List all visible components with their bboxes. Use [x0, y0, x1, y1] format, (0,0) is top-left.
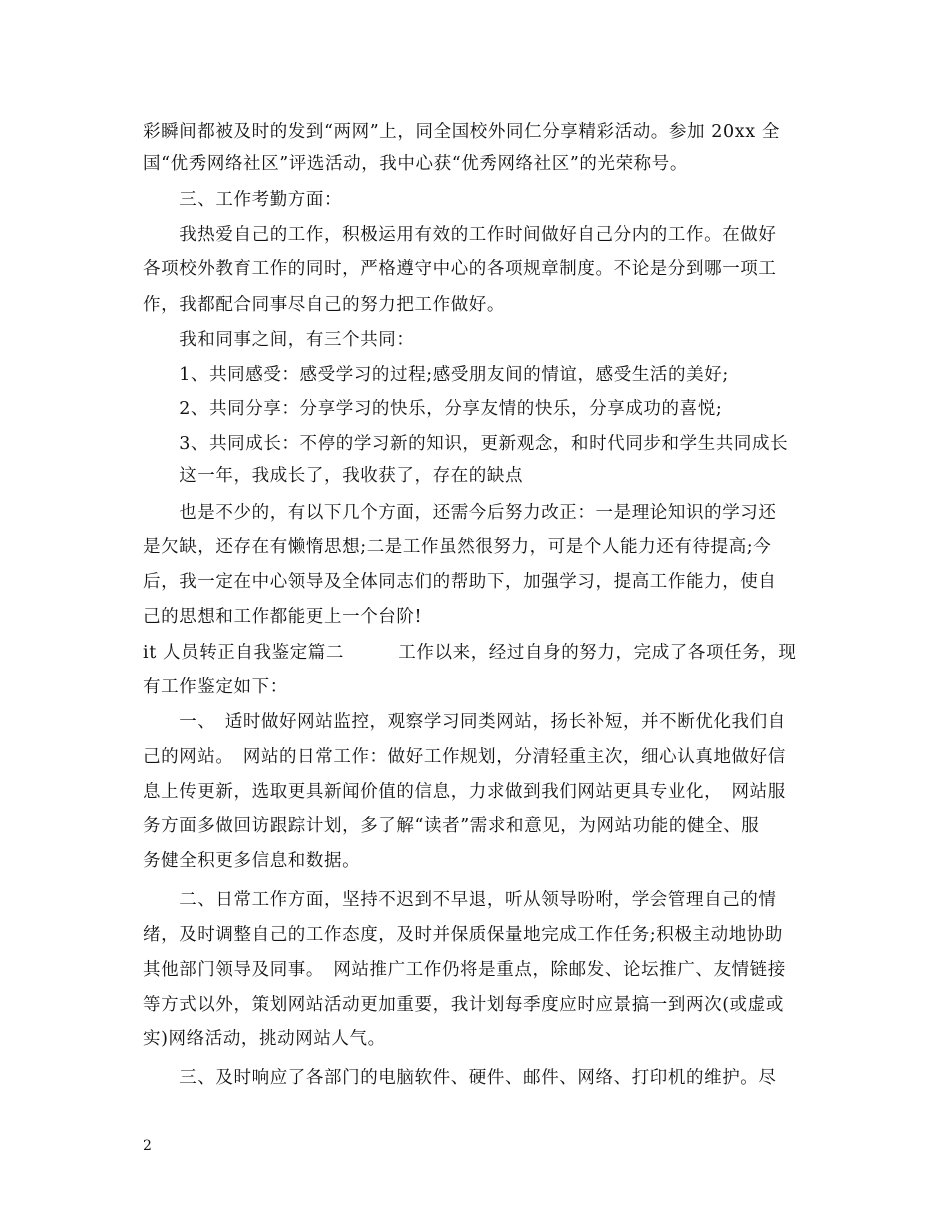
text-line: 各项校外教育工作的同时，严格遵守中心的各项规章制度。不论是分到哪一项工	[143, 259, 777, 279]
text-line: 彩瞬间都被及时的发到“两网”上，同全国校外同仁分享精彩活动。参加 20xx 全	[143, 122, 780, 142]
text-line: 三、及时响应了各部门的电脑软件、硬件、邮件、网络、打印机的维护。尽	[143, 1068, 777, 1088]
text-line: 国“优秀网络社区”评选活动，我中心获“优秀网络社区”的光荣称号。	[143, 154, 688, 174]
text-line: 务方面多做回访跟踪计划，多了解“读者”需求和意见，为网站功能的健全、服	[143, 816, 760, 836]
text-line: 作，我都配合同事尽自己的努力把工作做好。	[143, 295, 505, 315]
text-line: 二、日常工作方面，坚持不迟到不早退，听从领导吩咐，学会管理自己的情	[143, 890, 777, 910]
text-line: 己的网站。 网站的日常工作：做好工作规划，分清轻重主次，细心认真地做好信	[143, 747, 786, 767]
text-line: 实)网络活动，挑动网站人气。	[143, 1029, 386, 1049]
text-line: 也是不少的，有以下几个方面，还需今后努力改正：一是理论知识的学习还	[143, 503, 777, 523]
text-line: 3、共同成长：不停的学习新的知识，更新观念，和时代同步和学生共同成长	[143, 434, 789, 454]
text-line: 绪，及时调整自己的工作态度，及时并保质保量地完成工作任务;积极主动地协助	[143, 925, 783, 945]
text-line: 后，我一定在中心领导及全体同志们的帮助下，加强学习，提高工作能力，使自	[143, 572, 777, 592]
text-line: 有工作鉴定如下：	[143, 677, 288, 697]
text-line: 这一年，我成长了，我收获了，存在的缺点	[143, 466, 524, 486]
text-line: 我热爱自己的工作，积极运用有效的工作时间做好自己分内的工作。在做好	[143, 225, 777, 245]
text-line: 等方式以外，策划网站活动更加重要，我计划每季度应时应景搞一到两次(或虚或	[143, 995, 784, 1015]
text-line: 息上传更新，选取更具新闻价值的信息，力求做到我们网站更具专业化， 网站服	[143, 782, 786, 802]
page-number: 2	[143, 1138, 152, 1154]
text-line: 其他部门领导及同事。 网站推广工作仍将是重点，除邮发、论坛推广、友情链接	[143, 960, 786, 980]
text-line: 我和同事之间，有三个共同：	[143, 330, 415, 350]
text-line: 1、共同感受：感受学习的过程;感受朋友间的情谊，感受生活的美好;	[143, 365, 729, 385]
text-line: 己的思想和工作都能更上一个台阶!	[143, 607, 423, 627]
text-line: 一、 适时做好网站监控，观察学习同类网站，扬长补短，并不断优化我们自	[143, 712, 786, 732]
text-line: 务健全积更多信息和数据。	[143, 851, 361, 871]
text-line: 是欠缺，还存在有懒惰思想;二是工作虽然很努力，可是个人能力还有待提高;今	[143, 537, 772, 557]
text-line: 2、共同分享：分享学习的快乐，分享友情的快乐，分享成功的喜悦;	[143, 399, 723, 419]
text-line: it 人员转正自我鉴定篇二 工作以来，经过自身的努力，完成了各项任务，现	[143, 643, 797, 663]
text-line: 三、工作考勤方面：	[143, 190, 343, 210]
